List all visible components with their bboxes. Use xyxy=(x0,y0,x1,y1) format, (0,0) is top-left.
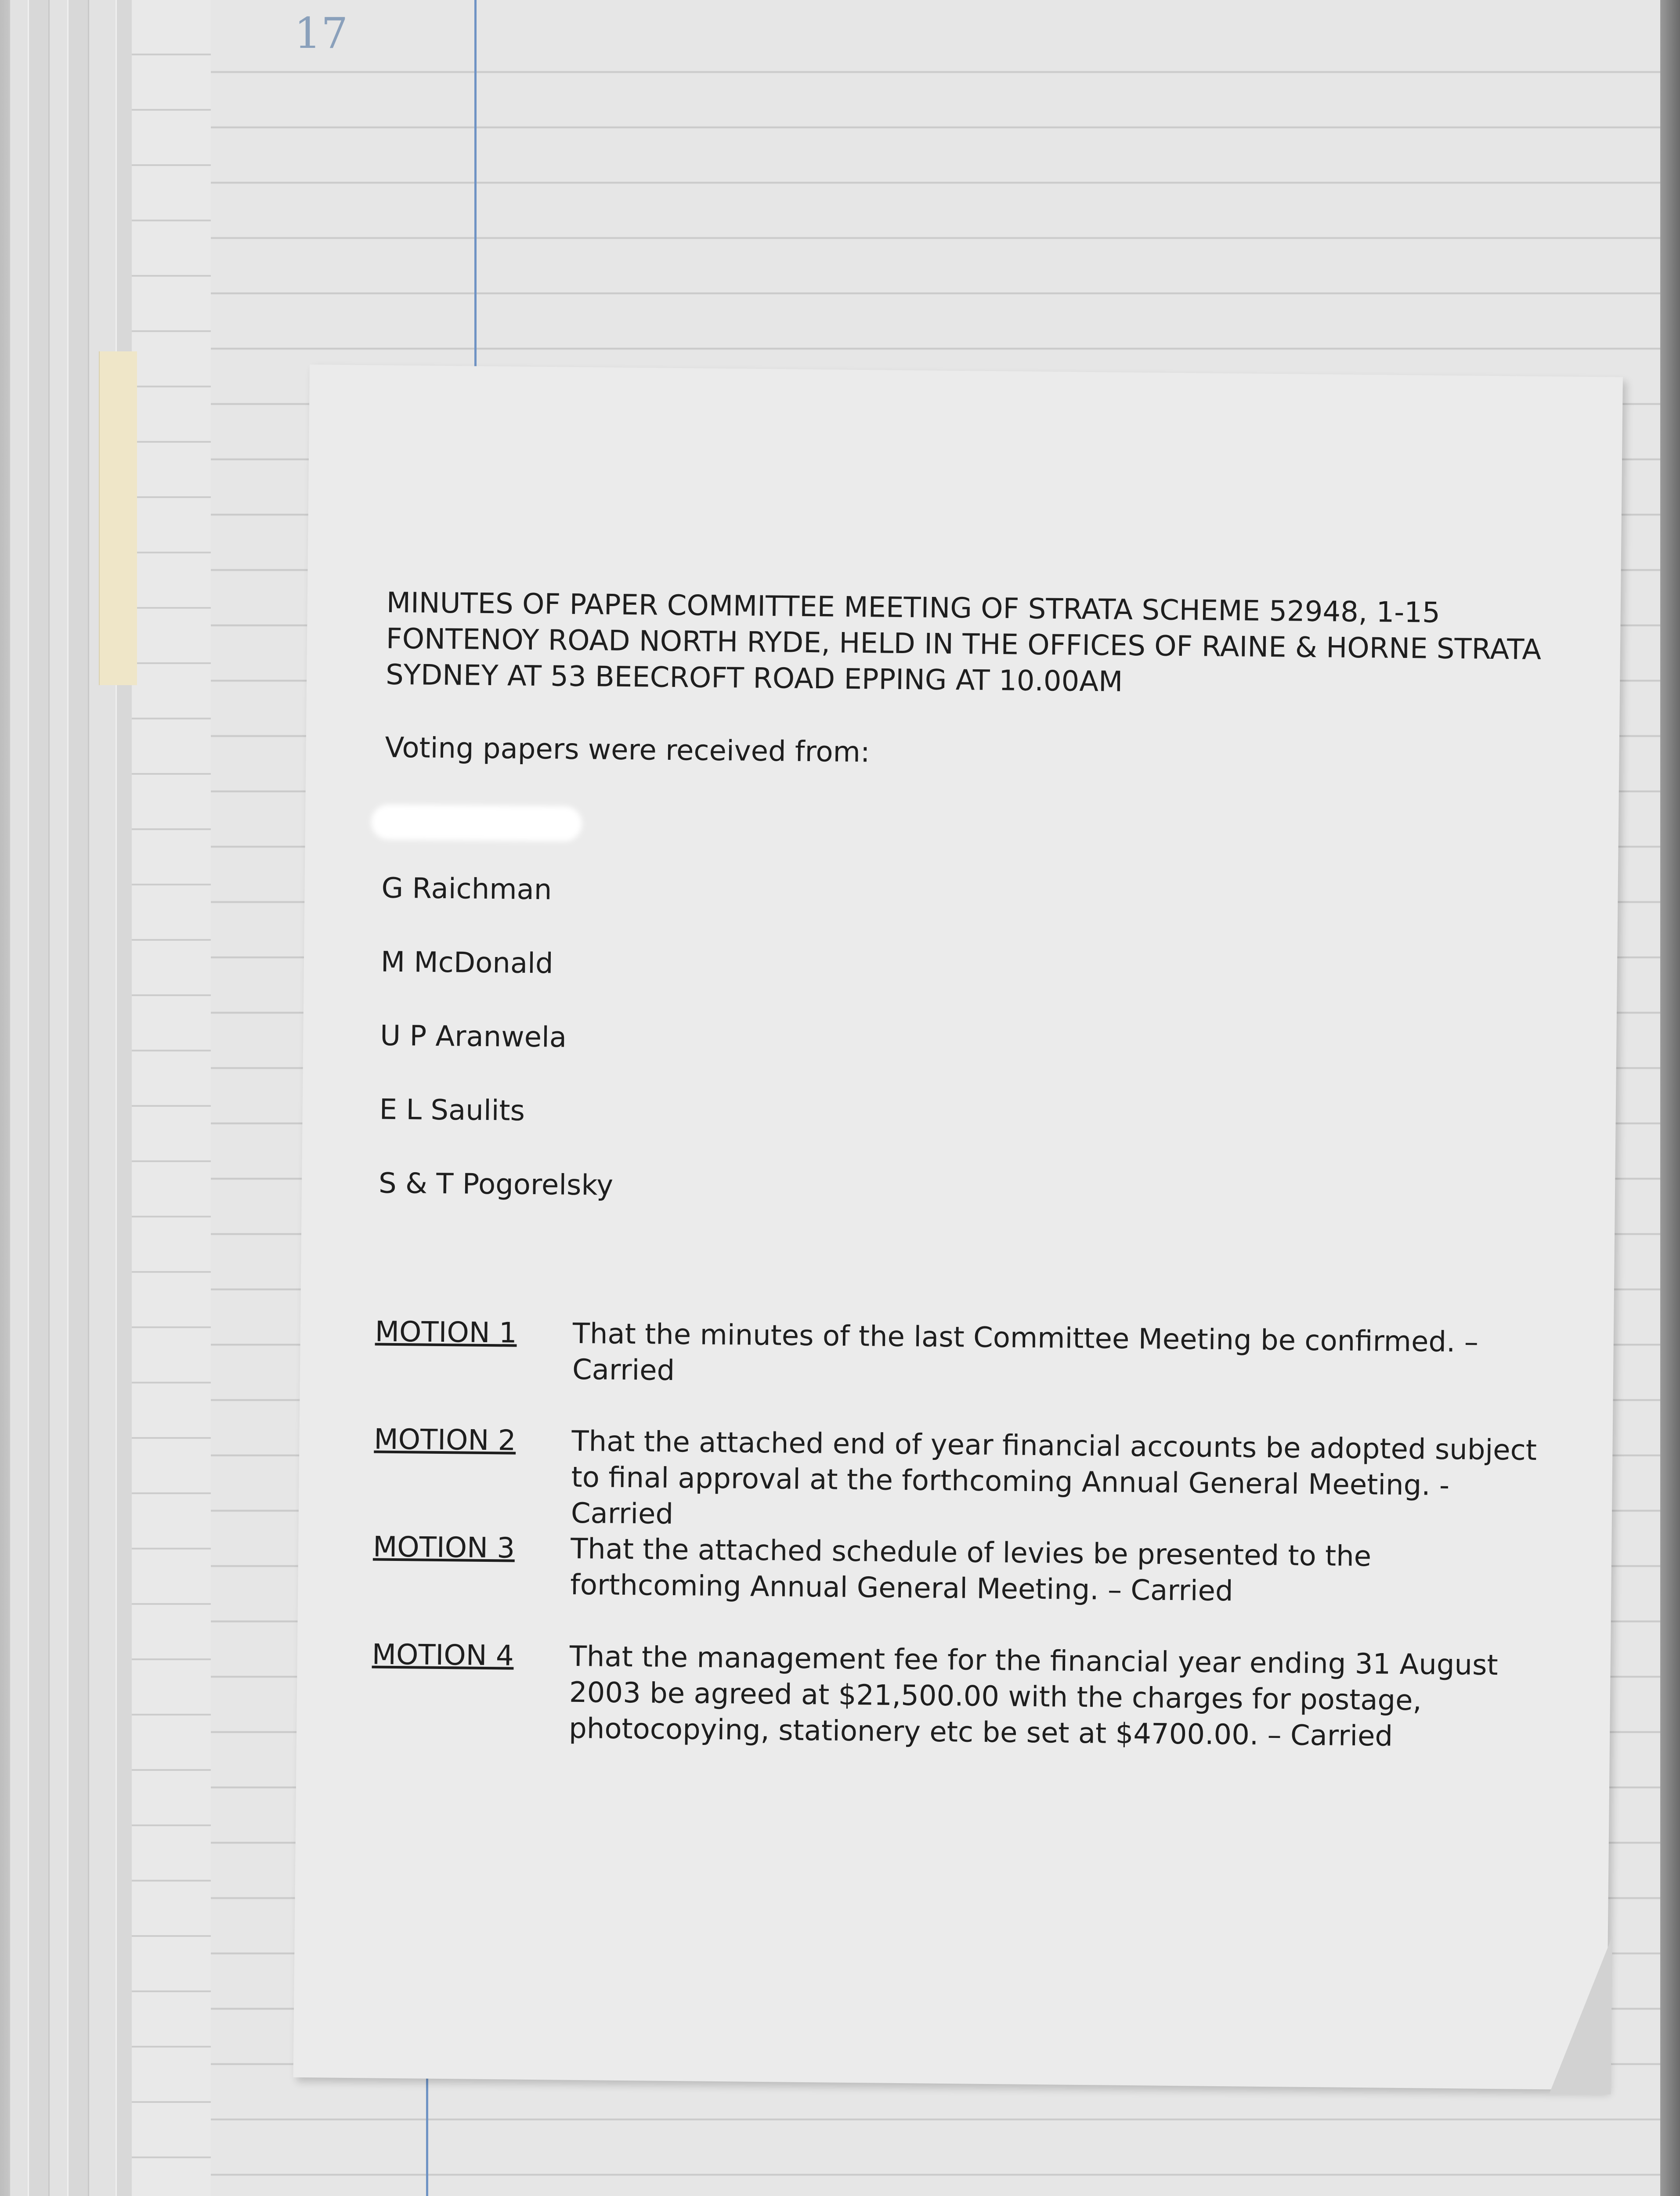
page-number: 17 xyxy=(294,9,348,58)
folded-corner xyxy=(1549,1936,1612,2094)
margin-line xyxy=(426,2073,428,2196)
motion-text: That the attached end of year financial accounts be adopted subject to final approval at the forthcoming Annual General Meeting. - Carried xyxy=(571,1425,1537,1531)
redacted-name xyxy=(371,804,582,842)
page-stack-edge xyxy=(9,0,29,2196)
motion-text: That the attached schedule of levies be presented to the forthcoming Annual General Meeting. – Carried xyxy=(570,1532,1372,1608)
minutes-sheet xyxy=(293,365,1623,2090)
motion-label: MOTION 4 xyxy=(372,1638,514,1672)
voter-name: G Raichman xyxy=(381,872,552,907)
motion-label: MOTION 2 xyxy=(374,1423,516,1457)
motion-text: That the minutes of the last Committee Meeting be confirmed. – Carried xyxy=(572,1317,1479,1387)
page-stack-edge xyxy=(88,0,117,2196)
motion-label: MOTION 1 xyxy=(375,1315,517,1350)
minutes-title: MINUTES OF PAPER COMMITTEE MEETING OF STRATA SCHEME 52948, 1-15 FONTENOY ROAD NORTH RYDE, HELD IN THE OFFICES OF RAINE & HORNE STRATA SYDNEY AT 53 BEECROFT ROAD EPPING AT 10.00AM xyxy=(385,586,1542,698)
motion-text: That the management fee for the financial year ending 31 August 2003 be agreed at $21,500.00 with the charges for postage, photocopying, stationery etc be set at $4700.00. – Carried xyxy=(568,1640,1498,1753)
ruled-page-edge xyxy=(132,0,215,2196)
voter-name: M McDonald xyxy=(380,946,553,980)
page-stack-edge xyxy=(48,0,69,2196)
voting-intro: Voting papers were received from: xyxy=(385,731,870,769)
yellow-tab xyxy=(99,351,137,685)
voter-name: U P Aranwela xyxy=(379,1019,567,1054)
motion-label: MOTION 3 xyxy=(372,1531,515,1565)
voter-name: E L Saulits xyxy=(379,1093,525,1127)
voter-name: S & T Pogorelsky xyxy=(378,1167,614,1202)
margin-line xyxy=(474,0,477,369)
